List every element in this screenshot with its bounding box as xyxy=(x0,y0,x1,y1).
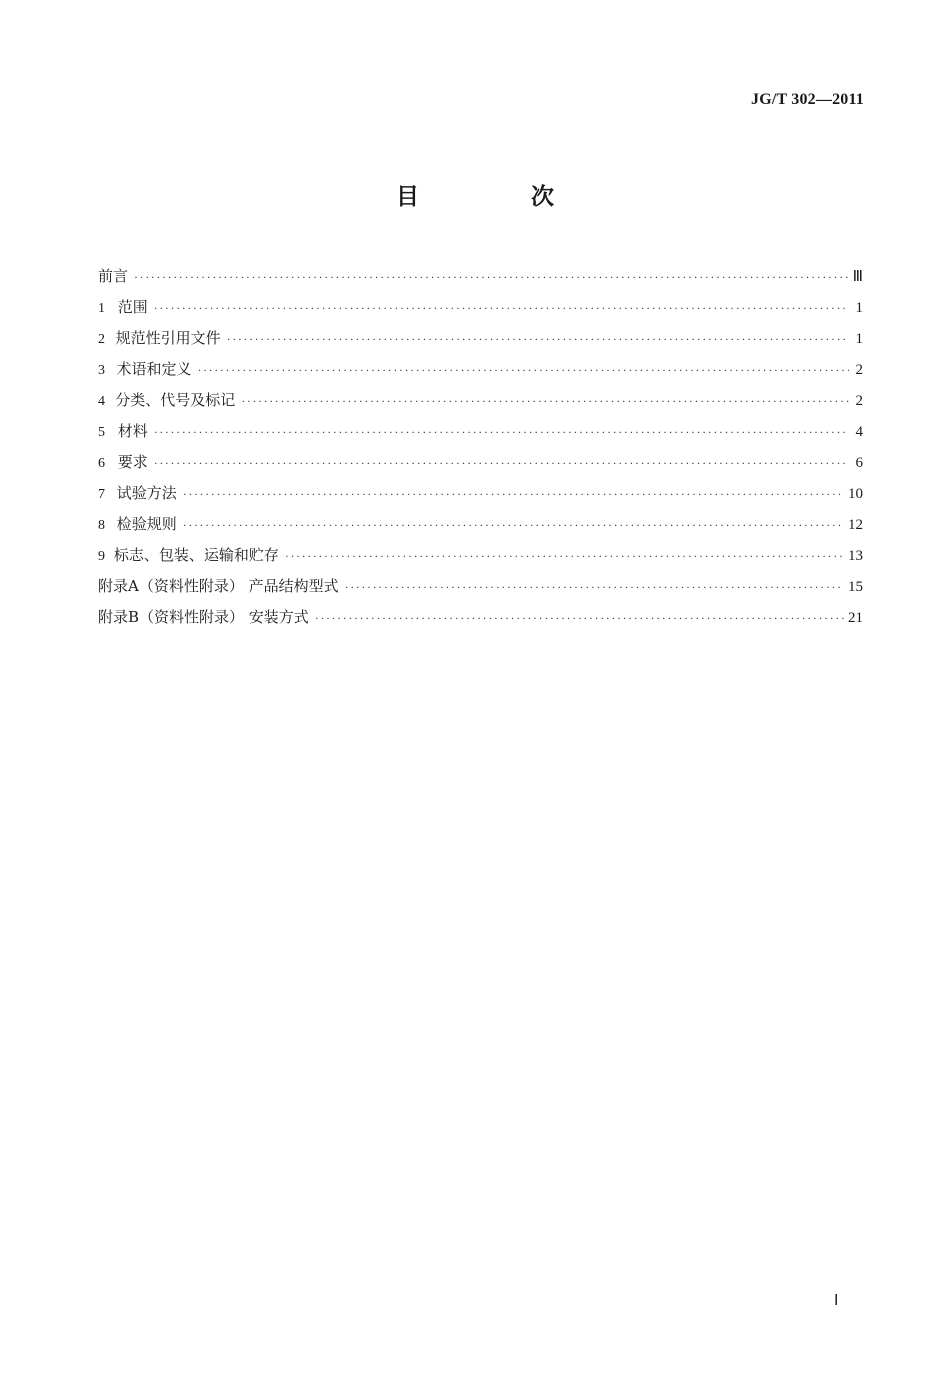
toc-entry-page: 6 xyxy=(855,455,863,471)
toc-entry-page: 15 xyxy=(848,579,863,595)
toc-entry-5[interactable] xyxy=(98,416,863,447)
dot-leader xyxy=(154,293,849,324)
toc-entry-label: 范围 xyxy=(117,298,148,316)
toc-entry-page: 1 xyxy=(855,331,863,347)
toc-entry-2[interactable] xyxy=(98,323,863,354)
toc-entry-page: 10 xyxy=(848,486,863,502)
toc-entry-label: 附录B（资料性附录） 安装方式 xyxy=(98,608,309,626)
toc-entry-page: 2 xyxy=(855,393,863,409)
toc-entry-8[interactable] xyxy=(98,509,863,540)
dot-leader xyxy=(345,572,844,603)
toc-entry-page: 13 xyxy=(848,548,863,564)
toc-entry-number: 7 xyxy=(98,487,105,502)
dot-leader xyxy=(315,603,844,634)
toc-entry-1[interactable] xyxy=(98,292,863,323)
dot-leader xyxy=(183,479,844,510)
toc-entry-page: 1 xyxy=(855,300,863,316)
dot-leader xyxy=(241,386,849,417)
toc-entry-number: 3 xyxy=(98,363,105,378)
toc-entry-page: 21 xyxy=(848,610,863,626)
toc-entry-preface[interactable] xyxy=(98,261,863,292)
dot-leader xyxy=(197,355,849,386)
toc-entry-number: 6 xyxy=(98,456,105,471)
toc-entry-label: 前言 xyxy=(98,267,129,285)
toc-entry-page: Ⅲ xyxy=(852,269,863,285)
dot-leader xyxy=(154,417,849,448)
toc-entry-label: 附录A（资料性附录） 产品结构型式 xyxy=(98,577,339,595)
toc-entry-label: 术语和定义 xyxy=(116,360,192,378)
toc-entry-7[interactable] xyxy=(98,478,863,509)
toc-entry-label: 要求 xyxy=(117,453,148,471)
toc-entry-appendix-b[interactable] xyxy=(98,602,863,633)
toc-entry-page: 4 xyxy=(855,424,863,440)
dot-leader xyxy=(154,448,849,479)
toc-entry-page: 2 xyxy=(855,362,863,378)
dot-leader xyxy=(285,541,844,572)
toc-entry-label: 规范性引用文件 xyxy=(115,329,221,347)
toc-entry-label: 材料 xyxy=(117,422,148,440)
toc-entry-label: 分类、代号及标记 xyxy=(115,391,236,409)
toc-entry-9[interactable] xyxy=(98,540,863,571)
dot-leader xyxy=(183,510,844,541)
toc-entry-number: 1 xyxy=(98,301,105,316)
page-number: Ⅰ xyxy=(834,1293,839,1309)
dot-leader xyxy=(227,324,849,355)
table-of-contents xyxy=(98,261,863,633)
toc-entry-page: 12 xyxy=(848,517,863,533)
toc-entry-number: 9 xyxy=(98,549,105,564)
toc-entry-number: 8 xyxy=(98,518,105,533)
toc-entry-label: 检验规则 xyxy=(116,515,177,533)
toc-entry-label: 试验方法 xyxy=(116,484,177,502)
document-code: JG/T 302—2011 xyxy=(751,91,864,108)
toc-entry-label: 标志、包装、运输和贮存 xyxy=(113,546,279,564)
toc-entry-6[interactable] xyxy=(98,447,863,478)
dot-leader xyxy=(134,262,849,293)
toc-entry-number: 2 xyxy=(98,332,105,347)
page-title: 目 次 xyxy=(395,184,606,210)
toc-entry-appendix-a[interactable] xyxy=(98,571,863,602)
toc-entry-3[interactable] xyxy=(98,354,863,385)
toc-entry-number: 5 xyxy=(98,425,105,440)
toc-entry-4[interactable] xyxy=(98,385,863,416)
toc-entry-number: 4 xyxy=(98,394,105,409)
